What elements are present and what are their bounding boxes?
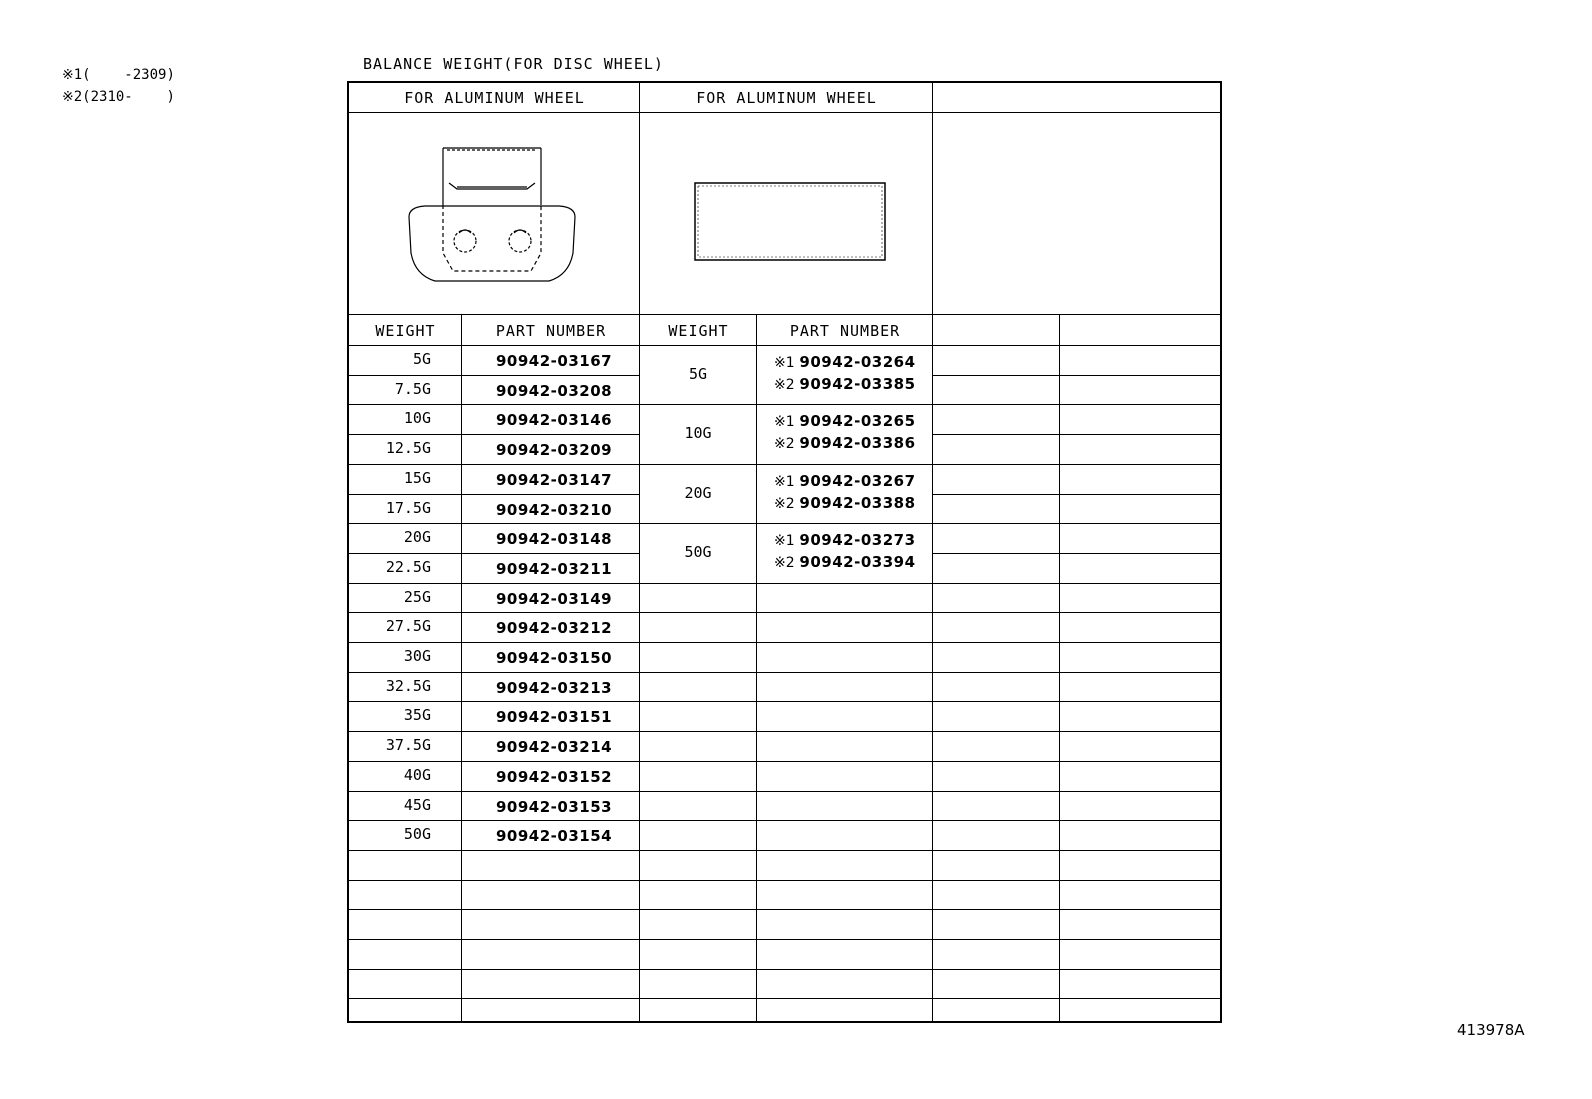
part-number-cell: 90942-03154 (496, 827, 613, 845)
part-number-cell (774, 412, 916, 430)
grid-line (640, 850, 933, 851)
grid-line (640, 998, 933, 999)
subheader-weight-2: WEIGHT (668, 322, 729, 340)
grid-line (640, 791, 933, 792)
part-number-cell: 90942-03150 (496, 649, 613, 667)
grid-line (933, 761, 1220, 762)
model-mark: ※2 (774, 555, 795, 571)
grid-line (349, 314, 1220, 315)
grid-line (640, 880, 933, 881)
header-col3 (933, 83, 1222, 113)
weight-cell: 35G (403, 706, 431, 724)
grid-line (349, 731, 640, 732)
weight-cell: 5G (688, 365, 708, 383)
grid-line (640, 909, 933, 910)
grid-line (349, 791, 640, 792)
part-number-cell (774, 494, 916, 512)
grid-line (933, 672, 1220, 673)
grid-line (933, 523, 1220, 524)
grid-line (349, 553, 640, 554)
subheader-weight-1: WEIGHT (375, 322, 436, 340)
part-number: 90942-03267 (799, 472, 916, 490)
grid-line (349, 612, 640, 613)
adhesive-weight-figure (640, 113, 933, 314)
grid-line (349, 494, 640, 495)
part-number-cell: 90942-03209 (496, 441, 613, 459)
grid-line (349, 375, 640, 376)
part-number-cell: 90942-03213 (496, 679, 613, 697)
grid-line (349, 583, 640, 584)
header-col1: FOR ALUMINUM WHEEL (404, 89, 585, 107)
grid-line (349, 998, 640, 999)
adhesive-weight-icon (640, 113, 933, 314)
grid-line (756, 314, 757, 1021)
weight-cell: 50G (403, 825, 431, 843)
weight-cell: 15G (403, 469, 431, 487)
part-number-cell (774, 434, 916, 452)
grid-line (640, 701, 933, 702)
grid-line (349, 345, 1220, 346)
part-number-cell (774, 353, 916, 371)
grid-line (640, 672, 933, 673)
part-number-cell: 90942-03214 (496, 738, 613, 756)
weight-cell: 40G (403, 766, 431, 784)
grid-line (640, 523, 933, 524)
part-number-cell (774, 531, 916, 549)
part-number-cell: 90942-03210 (496, 501, 613, 519)
grid-line (933, 642, 1220, 643)
part-number-cell: 90942-03211 (496, 560, 613, 578)
part-number: 90942-03273 (799, 531, 916, 549)
weight-cell: 32.5G (385, 677, 431, 695)
clip-on-weight-icon (349, 113, 640, 314)
grid-line (933, 375, 1220, 376)
grid-line (933, 464, 1220, 465)
grid-line (933, 791, 1220, 792)
grid-line (933, 850, 1220, 851)
note-1: ※1( -2309) (62, 67, 175, 83)
part-number-cell: 90942-03149 (496, 590, 613, 608)
grid-line (1059, 314, 1060, 1021)
model-range-notes (62, 64, 175, 108)
weight-cell: 25G (403, 588, 431, 606)
grid-line (933, 404, 1220, 405)
part-number-cell: 90942-03152 (496, 768, 613, 786)
grid-line (349, 523, 640, 524)
part-number-cell: 90942-03151 (496, 708, 613, 726)
part-number: 90942-03264 (799, 353, 916, 371)
grid-line (349, 672, 640, 673)
weight-cell: 45G (403, 796, 431, 814)
clip-on-weight-figure (349, 113, 640, 314)
part-number-cell: 90942-03153 (496, 798, 613, 816)
grid-line (640, 969, 933, 970)
part-number-cell (774, 472, 916, 490)
subheader-part-2: PART NUMBER (789, 322, 901, 340)
grid-line (933, 969, 1220, 970)
grid-line (461, 314, 462, 1021)
part-number-cell (774, 375, 916, 393)
weight-cell: 22.5G (385, 558, 431, 576)
grid-line (349, 404, 640, 405)
weight-cell: 12.5G (385, 439, 431, 457)
model-mark: ※1 (774, 474, 795, 490)
grid-line (640, 761, 933, 762)
diagram-reference-number: 413978A (1457, 1021, 1525, 1039)
grid-line (640, 642, 933, 643)
grid-line (933, 731, 1220, 732)
grid-line (933, 701, 1220, 702)
grid-line (349, 820, 640, 821)
grid-line (349, 112, 1220, 113)
weight-cell: 10G (403, 409, 431, 427)
model-mark: ※1 (774, 414, 795, 430)
grid-line (640, 404, 933, 405)
model-mark: ※2 (774, 377, 795, 393)
grid-line (933, 998, 1220, 999)
grid-line (933, 553, 1220, 554)
model-mark: ※2 (774, 496, 795, 512)
model-mark: ※2 (774, 436, 795, 452)
part-number-cell (774, 553, 916, 571)
grid-line (349, 701, 640, 702)
grid-line (933, 880, 1220, 881)
part-number: 90942-03388 (799, 494, 916, 512)
grid-line (933, 939, 1220, 940)
grid-line (640, 583, 933, 584)
part-number: 90942-03265 (799, 412, 916, 430)
part-number: 90942-03385 (799, 375, 916, 393)
weight-cell: 20G (403, 528, 431, 546)
grid-line (640, 939, 933, 940)
part-number: 90942-03394 (799, 553, 916, 571)
grid-line (349, 850, 640, 851)
part-number-cell: 90942-03212 (496, 619, 613, 637)
weight-cell: 17.5G (385, 499, 431, 517)
weight-cell: 20G (684, 484, 712, 502)
grid-line (933, 820, 1220, 821)
grid-line (933, 612, 1220, 613)
model-mark: ※1 (774, 533, 795, 549)
grid-line (933, 583, 1220, 584)
header-col2: FOR ALUMINUM WHEEL (696, 89, 877, 107)
grid-line (640, 464, 933, 465)
weight-cell: 10G (684, 424, 712, 442)
grid-line (640, 731, 933, 732)
grid-line (349, 464, 640, 465)
weight-cell: 7.5G (394, 380, 431, 398)
grid-line (933, 494, 1220, 495)
weight-cell: 5G (412, 350, 431, 368)
grid-line (349, 969, 640, 970)
part-number-cell: 90942-03146 (496, 411, 613, 429)
grid-line (640, 612, 933, 613)
balance-weight-table (347, 81, 1222, 1023)
part-number-cell: 90942-03148 (496, 530, 613, 548)
weight-cell: 30G (403, 647, 431, 665)
weight-cell: 50G (684, 543, 712, 561)
grid-line (349, 880, 640, 881)
model-mark: ※1 (774, 355, 795, 371)
diagram-title: BALANCE WEIGHT(FOR DISC WHEEL) (363, 55, 664, 73)
weight-cell: 37.5G (385, 736, 431, 754)
part-number-cell: 90942-03147 (496, 471, 613, 489)
grid-line (349, 642, 640, 643)
grid-line (933, 434, 1220, 435)
note-2: ※2(2310- ) (62, 89, 175, 105)
part-number-cell: 90942-03167 (496, 352, 613, 370)
grid-line (349, 939, 640, 940)
grid-line (349, 761, 640, 762)
part-number: 90942-03386 (799, 434, 916, 452)
grid-line (933, 909, 1220, 910)
part-number-cell: 90942-03208 (496, 382, 613, 400)
grid-line (349, 434, 640, 435)
subheader-part-1: PART NUMBER (495, 322, 607, 340)
grid-line (349, 909, 640, 910)
weight-cell: 27.5G (385, 617, 431, 635)
grid-line (640, 820, 933, 821)
